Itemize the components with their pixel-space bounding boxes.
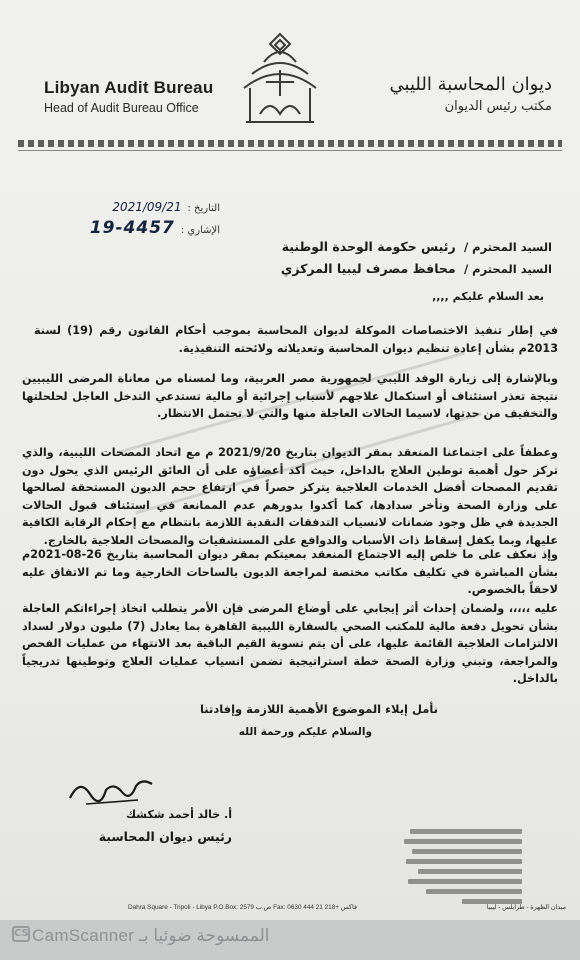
cc-line [426,889,522,894]
header-divider [18,140,562,147]
office-name-ar: مكتب رئيس الديوان [444,99,552,114]
header-english [44,78,244,115]
camscanner-icon: CS [12,926,30,942]
header-divider-line [18,150,562,151]
addressee-name: محافظ مصرف ليبيا المركزي [280,261,456,276]
signer-title: رئيس ديوان المحاسبة [98,829,232,844]
scanner-watermark: الممسوحة ضوئيا بـ CamScanner [32,926,270,945]
addressee-name: رئيس حكومة الوحدة الوطنية [281,239,456,254]
reference-label: الإشاري : [180,225,220,236]
cc-line [404,839,522,844]
date-label: التاريخ : [187,203,220,214]
paragraph-4: وإذ نعكف على ما خلص إليه الاجتماع المنعقد بمعيتكم بمقر ديوان المحاسبة بتاريخ 26-08-2021م بشأن المباشرة في تكليف مكاتب مختصة لمراجعة الديون بالساحات الخارجية وما تم الاتفاق عليه لاحقاً بالخصوص. [22,548,558,596]
office-name-en: Head of Audit Bureau Office [44,101,199,115]
addressee-label: السيد المحترم / [463,262,552,276]
closing-request: نأمل إيلاء الموضوع الأهمية اللازمة وإفادتنا [199,702,438,716]
greeting: بعد السلام عليكم ,,,, [432,290,544,303]
addressee-1 [22,236,552,258]
paragraph-1: في إطار تنفيذ الاختصاصات الموكلة لديوان المحاسبة بموجب أحكام القانون رقم (19) لسنة 2013م بشأن إعادة تنظيم ديوان المحاسبة وتعديلاته ولائحته التنفيذية. [34,324,558,355]
footer-address-en: Dahra Square - Tripoli - Libya P.O.Box: 2579 ص.ب Fax: فاكس +218 21 444 0630 [128,904,357,911]
signer-name: أ. خالد أحمد شكشك [125,808,232,821]
cc-line [410,829,522,834]
audit-bureau-logo [236,30,324,128]
addressee-2 [22,258,552,280]
date-reference-block [20,200,220,236]
cc-line [406,859,522,864]
reference-row [20,218,220,236]
letter-footer [0,896,580,918]
signer-block [62,808,232,844]
cc-line [418,869,522,874]
date-value: 2021/09/21 [112,200,182,214]
closing-salutation: والسلام عليكم ورحمة الله [238,726,372,738]
paragraph-2: وبالإشارة إلى زيارة الوفد الليبي لجمهورية مصر العربية، وما لمسناه من معاناة المرضى الليبيين نتيجة تعذر استئناف أو استكمال علاجهم لأسباب إجرائية أو مالية تستدعي التدخل العاجل لحلحلتها والتخفيف من حدتها، لاسيما الحالات العاجلة منها والتي لا تحتمل الانتظار. [22,372,558,420]
letter-body [22,236,558,738]
reference-value: 19-4457 [89,218,175,238]
org-name-en: Libyan Audit Bureau [44,78,214,97]
paragraph-5: عليه ،،،،، ولضمان إحداث أثر إيجابي على أوضاع المرضى فإن الأمر يتطلب اتخاذ إجراءاتكم العاجلة بشأن تحويل دفعة مالية للمكتب الصحي بالسفارة الليبية القاهرة بما يعادل (7) مليون دولار لسداد الالتزامات العلاجية القائمة عليها، على أن يتم تسوية القيم الباقية بعد الانتهاء من عمليات الفحص والمراجعة، وتبني وزارة الصحة خطة استراتيجية تضمن انسياب عمليات العلاج وتوطينها تدريجياً بالداخل. [22,602,558,685]
cc-line [412,849,522,854]
handwritten-signature [66,774,156,810]
addressee-label: السيد المحترم / [463,240,552,254]
paragraph-3: وعطفاً على اجتماعنا المنعقد بمقر الديوان بتاريخ 2021/9/20 م مع اتحاد المصحات الليبية، والذي تركز حول أهمية توطين العلاج بالداخل، حيث أكد أعضاؤه على أن العائق الرئيس الذي يحول دون تقديم المصحات أفضل الخدمات العلاجية يتركز حصراً في ارتفاع حجم الديون المستحقة لصالحها على وزارة الصحة وتأخر سدادها، كما أكدوا بدورهم عدم الممانعة في استئناف قبول الحالات الجديدة في ظل وجود ضمانات لانسياب التدفقات النقدية اللازمة بانتظام مع إحكام الرقابة الكافية عليها، وبما يكفل إسقاط ذات الأسباب والدوافع على المستشفيات والمصحات العلاجية بالخارج. [22,446,558,547]
date-row [20,200,220,218]
cc-line [408,879,522,884]
header-arabic [342,74,552,114]
copy-distribution-list [402,824,522,904]
org-name-ar: ديوان المحاسبة الليبي [389,74,552,95]
footer-address-ar: ميدان الظهرة - طرابلس - ليبيا [486,904,566,911]
